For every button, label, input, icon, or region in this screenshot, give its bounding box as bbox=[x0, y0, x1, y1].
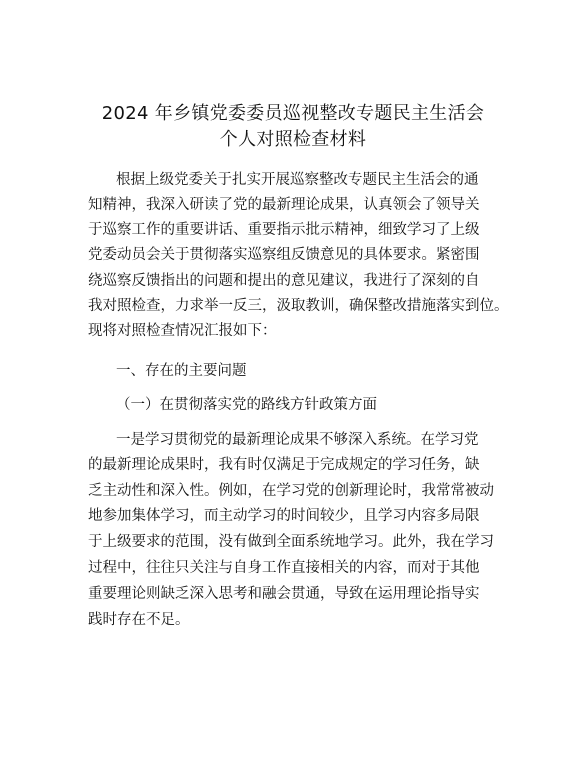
para1-line: 根据上级党委关于扎实开展巡察整改专题民主生活会的通 bbox=[116, 172, 479, 188]
para1-line: 绕巡察反馈指出的问题和提出的意见建议，我进行了深刻的自 bbox=[88, 273, 480, 289]
document-title-line-2: 个人对照检查材料 bbox=[219, 129, 367, 150]
para2-line: 的最新理论成果时，我有时仅满足于完成规定的学习任务，缺 bbox=[88, 457, 480, 473]
para2-line: 过程中，往往只关注与自身工作直接相关的内容，而对于其他 bbox=[88, 560, 480, 576]
para2-line: 乏主动性和深入性。例如，在学习党的创新理论时，我常常被动 bbox=[88, 483, 494, 499]
para2-line: 于上级要求的范围，没有做到全面系统地学习。此外，我在学习 bbox=[88, 534, 494, 550]
para2-line: 一是学习贯彻党的最新理论成果不够深入系统。在学习党 bbox=[116, 432, 479, 448]
para1-line: 我对照检查，力求举一反三，汲取教训，确保整改措施落实到位。 bbox=[88, 298, 509, 314]
para2-line: 践时存在不足。 bbox=[88, 612, 190, 628]
document-title-line-1: 2024 年乡镇党委委员巡视整改专题民主生活会 bbox=[101, 103, 485, 124]
para1-line: 现将对照检查情况汇报如下： bbox=[88, 323, 277, 339]
para1-line: 于巡察工作的重要讲话、重要指示批示精神，细致学习了上级 bbox=[88, 222, 480, 238]
para1-line: 知精神，我深入研读了党的最新理论成果，认真领会了领导关 bbox=[88, 197, 480, 213]
para1-line: 党委动员会关于贯彻落实巡察组反馈意见的具体要求。紧密围 bbox=[88, 247, 480, 263]
subsection-heading: （一）在贯彻落实党的路线方针政策方面 bbox=[116, 397, 377, 413]
para2-line: 地参加集体学习，而主动学习的时间较少，且学习内容多局限 bbox=[88, 508, 480, 524]
para2-line: 重要理论则缺乏深入思考和融会贯通，导致在运用理论指导实 bbox=[88, 586, 480, 602]
section-heading: 一、存在的主要问题 bbox=[116, 363, 247, 379]
